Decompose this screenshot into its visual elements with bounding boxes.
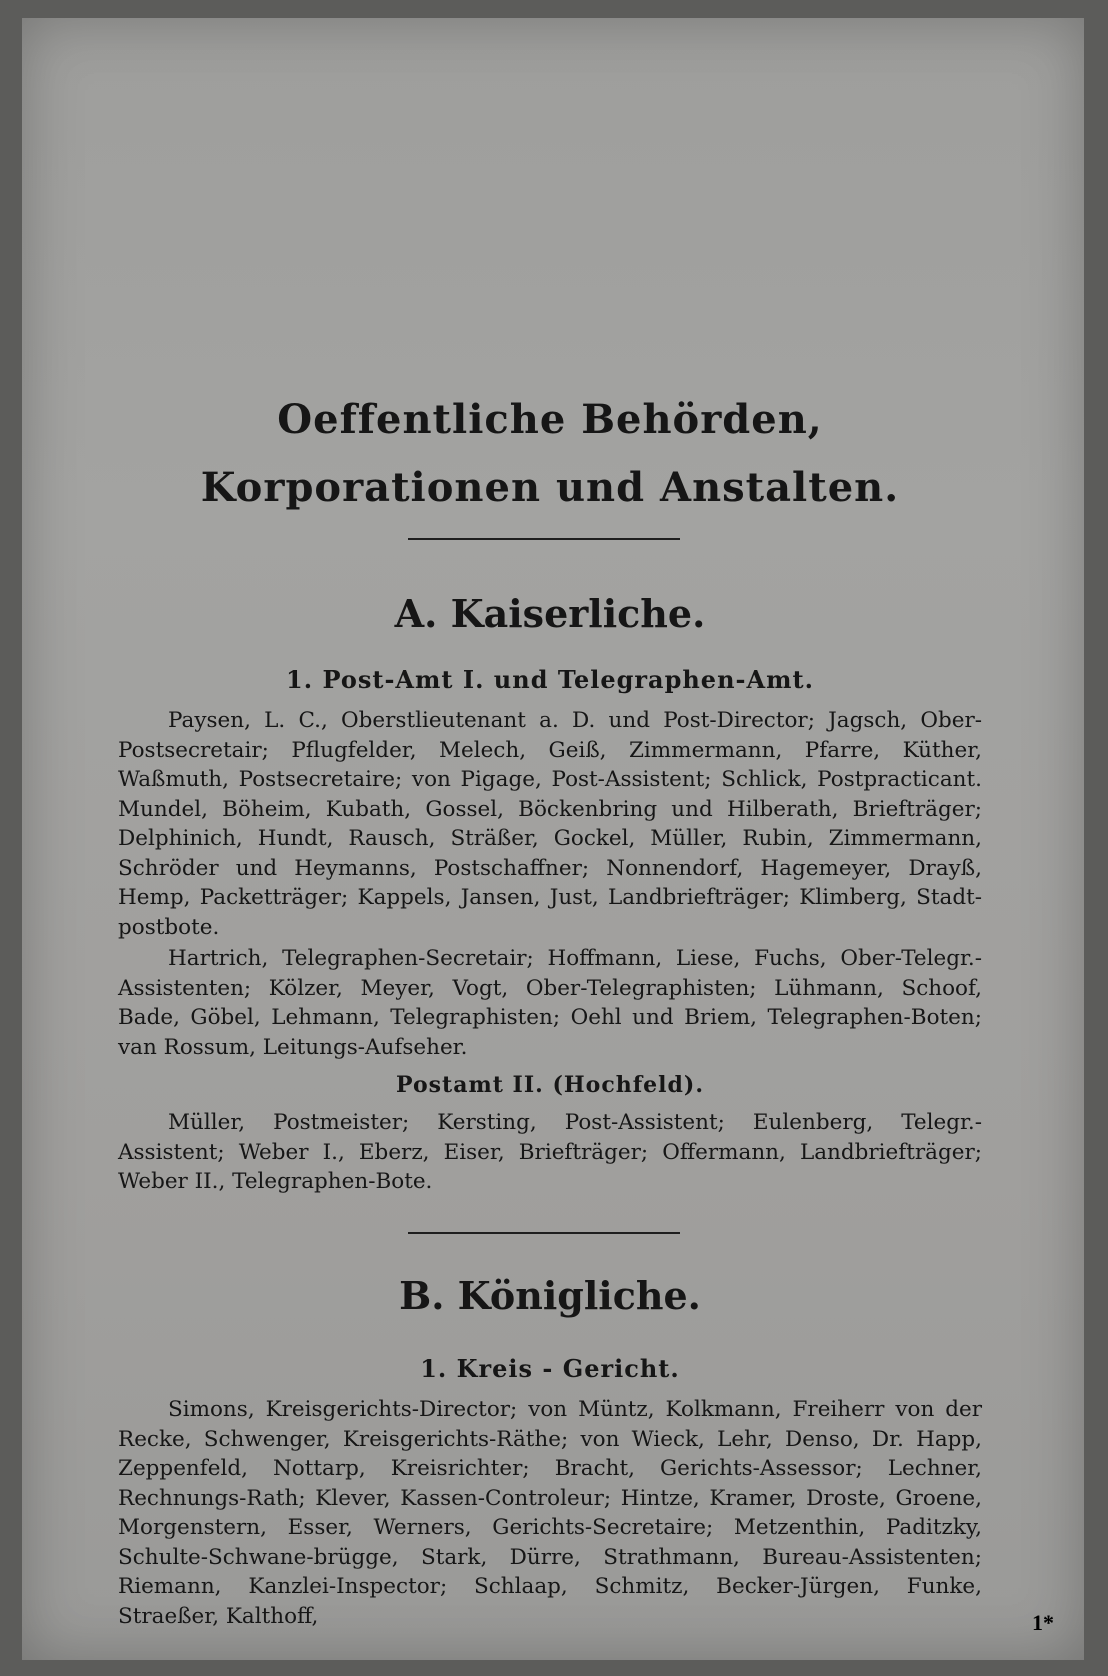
divider-rule [408, 538, 680, 540]
divider-rule [408, 1232, 680, 1234]
paragraph-post-staff: Paysen, L. C., Oberstlieutenant a. D. und Post-Director; Jagsch, Ober-Postsecretair; Pflugfelder, Melech, Geiß, Zimmermann, Pfarre, Küther, Waßmuth, Postsecretaire; von Pigage, Post-Assistent; Schlick, Postpracticant. Mundel, Böheim, Kubath, Gossel, Böckenbring und Hilberath, Briefträger; Delphinich, Hundt, Rausch, Sträßer, Gockel, Müller, Rubin, Zimmermann, Schröder und Heymanns, Postschaffner; Nonnendorf, Hagemeyer, Drayß, Hemp, Packetträger; Kappels, Jansen, Just, Landbriefträger; Klimberg, Stadt-postbote. [118, 708, 982, 940]
paragraph-postamt-ii-staff: Müller, Postmeister; Kersting, Post-Assistent; Eulenberg, Telegr.-Assistent; Weber I., Eberz, Eiser, Briefträger; Offermann, Landbriefträger; Weber II., Telegraphen-Bote. [118, 1110, 982, 1194]
paragraph-telegraph-staff: Hartrich, Telegraphen-Secretair; Hoffmann, Liese, Fuchs, Ober-Telegr.-Assistenten; Kölzer, Meyer, Vogt, Ober-Telegraphisten; Lühmann, Schoof, Bade, Göbel, Lehmann, Telegraphisten; Oehl und Briem, Telegraphen-Boten; van Rossum, Leitungs-Aufseher. [118, 946, 982, 1060]
document-page [22, 18, 1084, 1660]
subsection-heading-kreis-gericht: 1. Kreis - Gericht. [420, 1354, 680, 1383]
page-number: 1* [1032, 1610, 1054, 1635]
page-title: Oeffentliche Behörden, Korporationen und Anstalten. [200, 396, 900, 511]
section-heading-kaiserliche: A. Kaiserliche. [394, 591, 706, 636]
paragraph-kreis-gericht-staff: Simons, Kreisgerichts-Director; von Müntz, Kolkmann, Freiherr von der Recke, Schwenger, Kreisgerichts-Räthe; von Wieck, Lehr, Denso, Dr. Happ, Zeppenfeld, Nottarp, Kreisrichter; Bracht, Gerichts-Assessor; Lechner, Rechnungs-Rath; Klever, Kassen-Controleur; Hintze, Kramer, Droste, Groene, Morgenstern, Esser, Werners, Gerichts-Secretaire; Metzenthin, Paditzky, Schulte-Schwane-brügge, Stark, Dürre, Strathmann, Bureau-Assistenten; Riemann, Kanzlei-Inspector; Schlaap, Schmitz, Becker-Jürgen, Funke, Straeßer, Kalthoff, [118, 1397, 982, 1629]
subsection-heading-post-amt: 1. Post-Amt I. und Telegraphen-Amt. [286, 665, 814, 694]
section-heading-koenigliche: B. Königliche. [399, 1273, 701, 1318]
subsection-heading-postamt-ii: Postamt II. (Hochfeld). [396, 1072, 704, 1098]
